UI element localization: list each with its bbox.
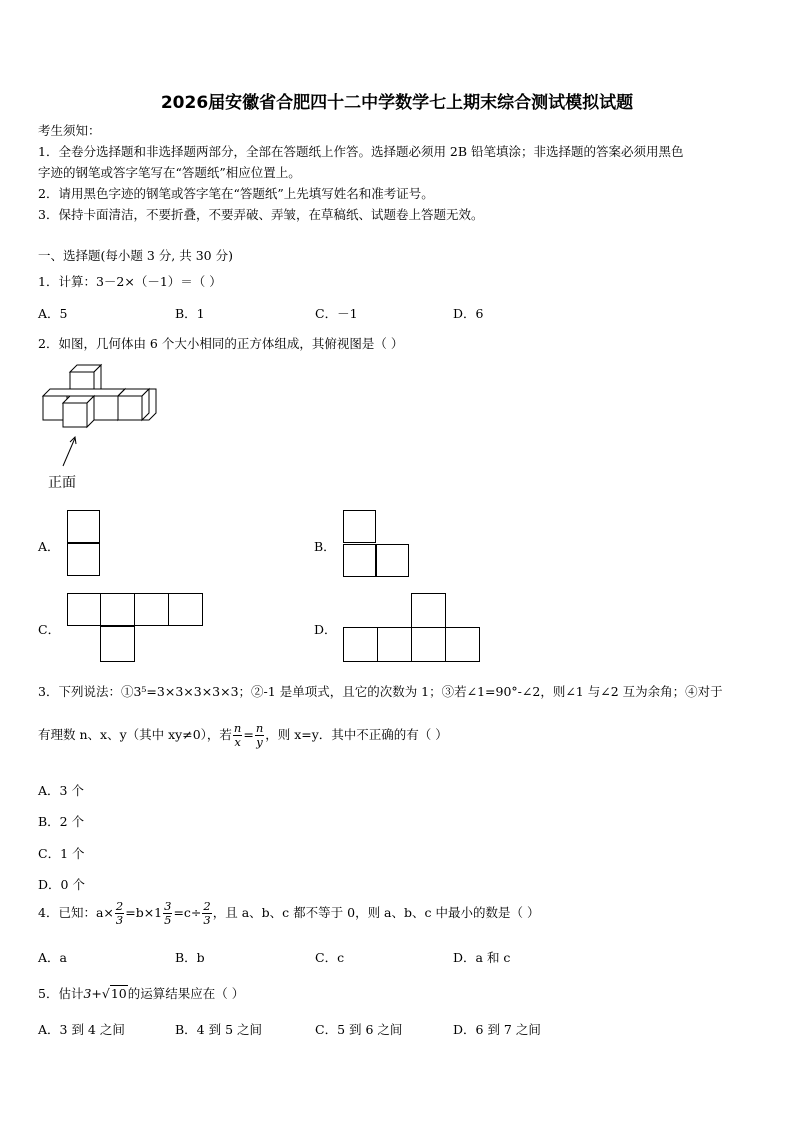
q4-fraction-1: $\frac{2}{3}$ <box>115 899 124 927</box>
q4-option-d: D．a 和 c <box>453 950 511 965</box>
q5-option-a: A．3 到 4 之间 <box>38 1022 125 1037</box>
q1-option-d: D．6 <box>453 306 484 321</box>
q3-fraction-1: $\frac{n}{x}$ <box>233 721 242 749</box>
q4-option-c: C．c <box>315 950 345 965</box>
notice-line-4: 3．保持卡面清洁，不要折叠，不要弄破、弄皱，在草稿纸、试题卷上答题无效。 <box>38 207 484 222</box>
q2-front-arrow-icon <box>60 434 80 468</box>
notice-heading: 考生须知： <box>38 123 101 138</box>
notice-line-3: 2．请用黑色字迹的钢笔或答字笔在“答题纸”上先填写姓名和准考证号。 <box>38 186 434 201</box>
q4-option-b: B．b <box>175 950 205 965</box>
q4-text-1: 4．已知：a× <box>38 905 114 920</box>
q4-fraction-2: $\frac{3}{5}$ <box>164 899 172 927</box>
q3-line-2-text-b: ，则 x=y．其中不正确的有（ ） <box>265 727 448 742</box>
page-title: 2026届安徽省合肥四十二中学数学七上期末综合测试模拟试题 <box>160 93 634 113</box>
notice-line-1: 1．全卷分选择题和非选择题两部分，全部在答题纸上作答。选择题必须用 2B 铅笔填涂；非选择题的答案必须用黑色 <box>38 144 684 159</box>
q1-stem: 1．计算：3－2×（－1）＝（ ） <box>38 274 222 289</box>
q5-text-2: 的运算结果应在（ ） <box>127 986 245 1001</box>
q4-text-3: =c÷ <box>173 905 202 920</box>
q3-line-2 <box>38 722 448 749</box>
q5-text-1: 5．估计 <box>38 986 84 1001</box>
q3-line-1: 3．下列说法：①3⁵=3×3×3×3×3；②-1 是单项式，且它的次数为 1；③若∠1=90°-∠2，则∠1 与∠2 互为余角；④对于 <box>38 684 723 699</box>
q2-option-b-label: B． <box>314 539 336 554</box>
q2-option-d-label: D． <box>314 622 337 637</box>
q5-option-b: B．4 到 5 之间 <box>175 1022 263 1037</box>
q4-stem <box>38 900 539 927</box>
q1-option-a: A．5 <box>38 306 68 321</box>
q2-solid-figure-right-cube <box>118 389 160 423</box>
q4-text-2: =b×1 <box>125 905 163 920</box>
q2-option-c-label: C． <box>38 622 61 637</box>
q4-option-a: A．a <box>38 950 67 965</box>
q3-line-2-text-a: 有理数 n、x、y（其中 xy≠0），若 <box>38 727 232 742</box>
q2-stem: 2．如图，几何体由 6 个大小相同的正方体组成，其俯视图是（ ） <box>38 336 404 351</box>
q1-option-c: C．－1 <box>315 306 358 321</box>
q3-option-b: B．2 个 <box>38 814 85 829</box>
q3-option-a: A．3 个 <box>38 783 84 798</box>
q1-option-b: B．1 <box>175 306 205 321</box>
q2-option-a-label: A． <box>38 539 60 554</box>
section-heading: 一、选择题(每小题 3 分, 共 30 分) <box>38 248 233 263</box>
q3-option-c: C．1 个 <box>38 846 85 861</box>
q5-option-d: D．6 到 7 之间 <box>453 1022 541 1037</box>
notice-line-2: 字迹的钢笔或答字笔写在“答题纸”相应位置上。 <box>38 165 301 180</box>
sqrt-icon: √ <box>101 986 110 1001</box>
q2-front-label: 正面 <box>48 475 76 491</box>
q3-option-d: D．0 个 <box>38 877 85 892</box>
q4-text-4: ，且 a、b、c 都不等于 0，则 a、b、c 中最小的数是（ ） <box>212 905 540 920</box>
q5-option-c: C．5 到 6 之间 <box>315 1022 403 1037</box>
q5-sqrt-argument: 10 <box>110 986 127 1001</box>
q5-stem <box>38 984 244 1002</box>
q5-expression: 3+ <box>83 986 102 1001</box>
q3-equals: = <box>243 727 254 742</box>
q3-fraction-2: $\frac{n}{y}$ <box>255 721 264 749</box>
q4-fraction-3: $\frac{2}{3}$ <box>203 899 211 927</box>
